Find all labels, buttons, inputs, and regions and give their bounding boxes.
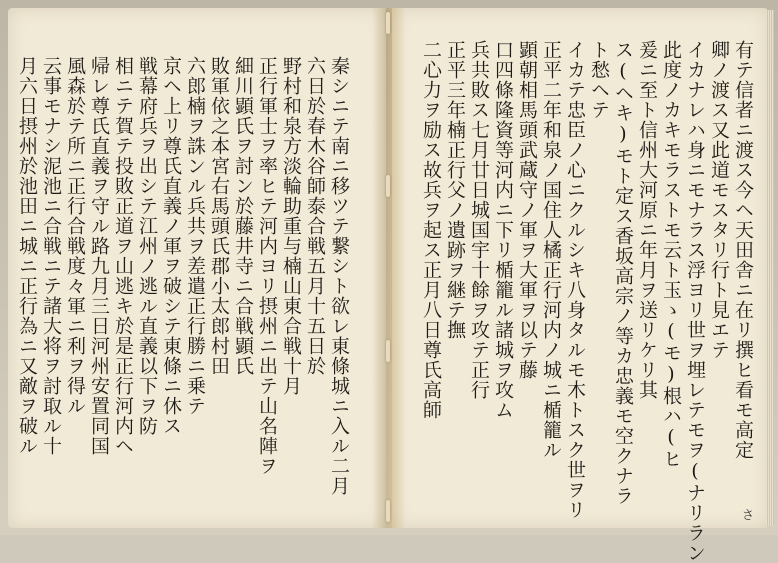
text-column: 相ニテ賀テ投敗正道ヲ山逃キ於是正行河内ヘ <box>112 56 134 456</box>
text-column: 兵共敗ス七月廿日城国宇十餘ヲ攻テ正行 <box>468 40 490 400</box>
text-column: 帰レ尊氏直義ヲ守ル路九月三日河州安置同国 <box>88 56 110 456</box>
text-column: 顕朝相馬頭武蔵守ノ軍ヲ大軍ヲ以テ藤 <box>516 40 538 380</box>
binding-stitch <box>386 340 390 362</box>
text-column: ス(ヘキ)モト定ス香坂高宗ノ等カ忠義モ空クナラ <box>612 40 634 506</box>
text-column: イカテ忠臣ノ心ニクルシキ八身タルモ木トスク世ヲリ <box>564 40 586 520</box>
text-column: 戦幕府兵ヲ出シテ江州ノ逃ル直義以下ヲ防 <box>136 56 158 436</box>
text-column: 卿ノ渡ス又此道モスタリ行ト見エテ <box>708 40 730 360</box>
text-column: 風森於テ所ニ正行合戦度々軍ニ利ヲ得ル <box>64 56 86 416</box>
text-column: 野村和泉方淡輪助重与楠山東合戦十月 <box>280 56 302 396</box>
text-column: 細川顕氏ヲ討ン於藤井寺ニ合戦顕氏 <box>232 56 254 376</box>
text-column: 六郎楠ヲ誅ンル兵共ヲ差遣正行勝ニ乗テ <box>184 56 206 416</box>
text-column: 月六日摂州於池田ニ城ニ正行為ニ又敵ヲ破ル <box>16 56 38 456</box>
binding-stitch <box>386 12 390 34</box>
text-column: 京ヘ上リ尊氏直義ノ軍ヲ破シテ東條ニ休ス <box>160 56 182 436</box>
text-column: 此度ノカキモラストモ云ト玉ゝ(モ)根ハ(ヒ <box>660 40 682 469</box>
text-column: 二心力ヲ励ス故兵ヲ起ス正月八日尊氏高師 <box>420 40 442 420</box>
page-number: さ <box>741 508 754 522</box>
text-column: 正行軍士ヲ率ヒテ河内ヨリ摂州ニ出テ山名陣ヲ <box>256 56 278 476</box>
text-column: ト愁ヘテ <box>588 40 610 120</box>
text-column: 敗軍依之本宮右馬頭氏郡小太郎村田 <box>208 56 230 376</box>
left-page-text <box>8 56 386 516</box>
text-column: 正平三年楠正行父ノ遺跡ヲ継テ撫 <box>444 40 466 340</box>
binding-stitch <box>386 500 390 522</box>
text-column: イカナレハ身ニモナラス浮ヨリ世ヲ埋レテモヲ(ナリラン <box>684 40 706 563</box>
text-column: 正平二年和泉ノ国住人橘正行河内ノ城ニ楯籠ル <box>540 40 562 460</box>
right-page-text <box>392 40 768 563</box>
text-column: 口四條隆資等河内ニ下リ楯籠ル諸城ヲ攻ム <box>492 40 514 420</box>
text-column: 秦シニテ南ニ移ツテ繋シト欲レ東條城ニ入ル二月 <box>328 56 350 496</box>
text-column: 有テ信者ニ渡ス今ヘ天田舎ニ在リ撰ヒ看モ高定 <box>732 40 754 460</box>
binding-stitch <box>386 175 390 197</box>
text-column: 六日於春木谷師泰合戦五月十五日於 <box>304 56 326 376</box>
text-column: 爰ニ至ト信州大河原ニ年月ヲ送リケリ其 <box>636 40 658 400</box>
text-column: 云事モナシ泥池ニ合戦ニテ諸大将ヲ討取ル十 <box>40 56 62 456</box>
